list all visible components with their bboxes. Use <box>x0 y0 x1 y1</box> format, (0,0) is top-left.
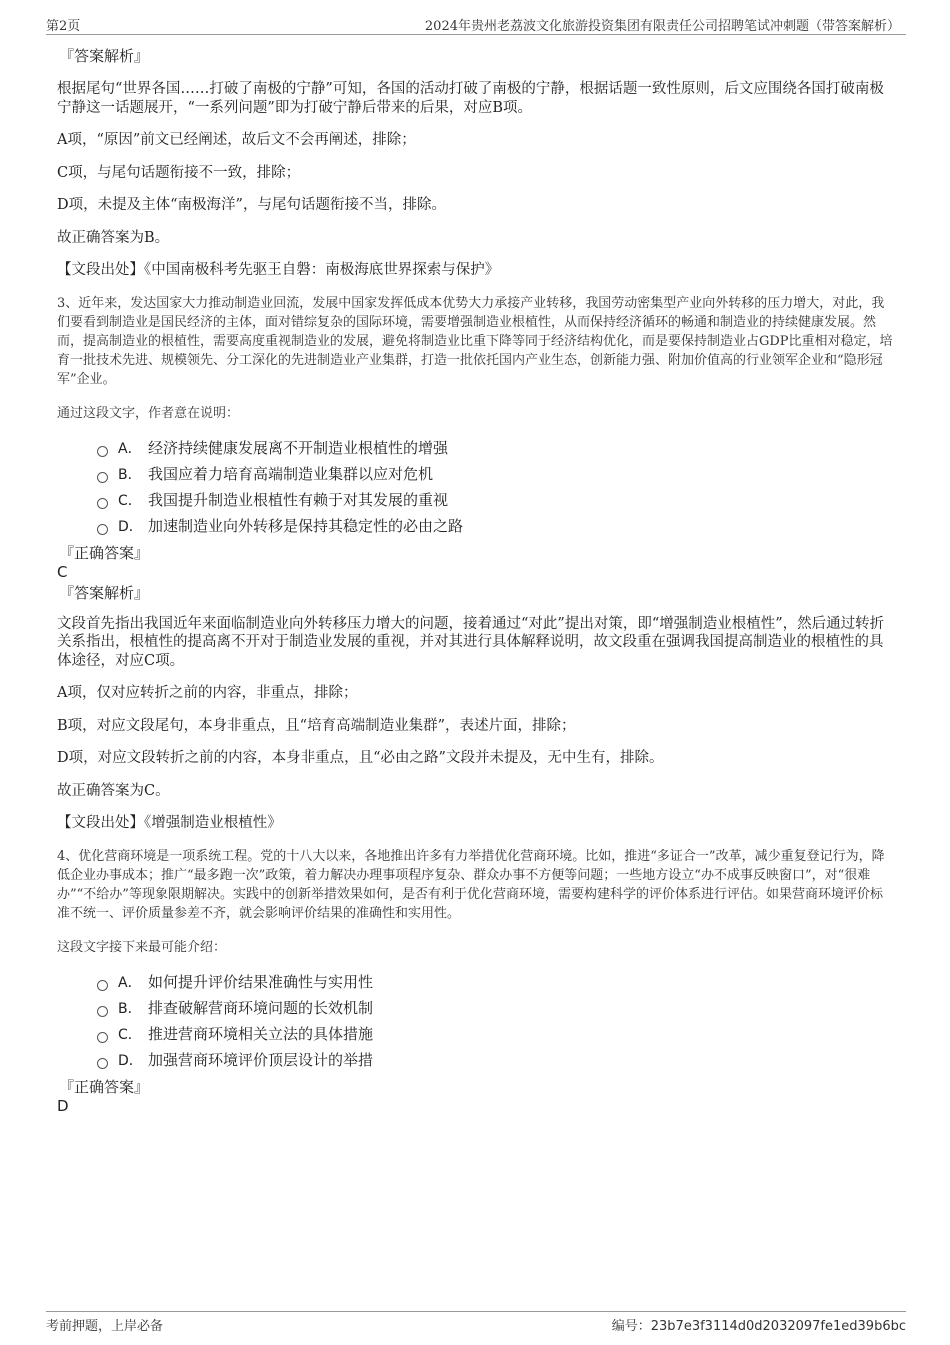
q3-prompt: 通过这段文字，作者意在说明： <box>57 405 240 421</box>
page-header <box>46 14 906 35</box>
q3-analysis-text: 文段首先指出我国近年来面临制造业向外转移压力增大的问题，接着通过“对此”提出对策，即“增强制造业根植性”，然后通过转折关系指出，根植性的提高离不开对于制造业发展的重视，并对其进行具体解释说明，故文段重在强调我国提高制造业的根植性的具体途径，对应C项。 <box>57 615 885 669</box>
q3-line-d: D项，对应文段转折之前的内容，本身非重点，且“必由之路”文段并未提及，无中生有，排除。 <box>57 750 664 766</box>
q4-answer: D <box>57 1096 69 1115</box>
q2-source: 【文段出处】《中国南极科考先驱王自磐：南极海底世界探索与保护》 <box>57 262 500 278</box>
q3-conclusion: 故正确答案为C。 <box>57 782 170 799</box>
footer-code <box>612 1315 906 1334</box>
footer-code-value: 23b7e3f3114d0d2032097fe1ed39b6bc <box>650 1319 906 1334</box>
q3-source: 【文段出处】《增强制造业根植性》 <box>57 815 282 831</box>
page-footer <box>46 1311 906 1332</box>
q2-line-d: D项，未提及主体“南极海洋”，与尾句话题衔接不当，排除。 <box>57 197 446 213</box>
q3-line-a: A项，仅对应转折之前的内容，非重点，排除； <box>57 685 358 701</box>
document-title: 2024年贵州老荔波文化旅游投资集团有限责任公司招聘笔试冲刺题（带答案解析） <box>424 19 900 34</box>
radio-icon[interactable] <box>97 498 108 509</box>
radio-icon[interactable] <box>97 446 108 457</box>
q4-question: 4、优化营商环境是一项系统工程。党的十八大以来，各地推出许多有力举措优化营商环境。比如，推进“多证合一”改革，减少重复登记行为，降低企业办事成本；推广“最多跑一次”政策，着力解决办理事项程序复杂、群众办事不方便等问题；一些地方设立“办不成事反映窗口”，对“很难办”“不给办”等现象限期解决。实践中的创新举措效果如何，是否有利于优化营商环境，需要构建科学的评价体系进行评估。如果营商环境评价标准不统一、评价质量参差不齐，就会影响评价结果的准确性和实用性。 <box>57 848 885 921</box>
q2-line-a: A项，“原因”前文已经阐述，故后文不会再阐述，排除； <box>57 132 416 148</box>
q4-options <box>57 969 893 1073</box>
q2-analysis-text: 根据尾句“世界各国……打破了南极的宁静”可知，各国的活动打破了南极的宁静，根据话题一致性原则，后文应围绕各国打破南极宁静这一话题展开，“一系列问题”即为打破宁静后带来的后果，对应B项。 <box>57 81 884 116</box>
q3-line-b: B项，对应文段尾句，本身非重点，且“培育高端制造业集群”，表述片面，排除； <box>57 717 576 734</box>
content <box>57 46 893 1115</box>
option-text: 经济持续健康发展离不开制造业根植性的增强 <box>148 439 449 457</box>
radio-icon[interactable] <box>97 524 108 535</box>
radio-icon[interactable] <box>97 1058 108 1069</box>
radio-icon[interactable] <box>97 980 108 991</box>
q3-option-b[interactable]: B． 我国应着力培育高端制造业集群以应对危机 <box>57 461 893 487</box>
radio-icon[interactable] <box>97 472 108 483</box>
q4-option-d[interactable]: D． 加强营商环境评价顶层设计的举措 <box>57 1047 893 1073</box>
q4-option-c[interactable]: C． 推进营商环境相关立法的具体措施 <box>57 1021 893 1047</box>
footer-code-label: 编号： <box>611 1319 651 1334</box>
page-number: 第2页 <box>46 19 81 34</box>
q3-answer-label: 『正确答案』 <box>59 543 150 562</box>
q3-option-a[interactable]: A． 经济持续健康发展离不开制造业根植性的增强 <box>57 435 893 461</box>
q2-conclusion: 故正确答案为B。 <box>57 229 170 246</box>
option-text: 排查破解营商环境问题的长效机制 <box>148 999 374 1017</box>
footer-slogan: 考前押题，上岸必备 <box>46 1319 164 1334</box>
q3-option-d[interactable]: D． 加速制造业向外转移是保持其稳定性的必由之路 <box>57 513 893 539</box>
q3-analysis-label: 『答案解析』 <box>59 583 150 602</box>
radio-icon[interactable] <box>97 1032 108 1043</box>
q3-answer: C <box>57 562 68 581</box>
q2-line-c: C项，与尾句话题衔接不一致，排除； <box>57 164 301 181</box>
option-text: 加强营商环境评价顶层设计的举措 <box>148 1051 374 1069</box>
option-text: 如何提升评价结果准确性与实用性 <box>148 973 374 991</box>
q3-options <box>57 435 893 539</box>
option-text: 我国应着力培育高端制造业集群以应对危机 <box>148 465 434 483</box>
radio-icon[interactable] <box>97 1006 108 1017</box>
option-text: 加速制造业向外转移是保持其稳定性的必由之路 <box>148 517 464 535</box>
q2-analysis-label: 『答案解析』 <box>59 47 150 65</box>
q3-option-c[interactable]: C． 我国提升制造业根植性有赖于对其发展的重视 <box>57 487 893 513</box>
q4-prompt: 这段文字接下来最可能介绍： <box>57 939 227 955</box>
option-text: 我国提升制造业根植性有赖于对其发展的重视 <box>148 491 449 509</box>
q4-answer-label: 『正确答案』 <box>59 1077 150 1096</box>
q4-option-b[interactable]: B． 排查破解营商环境问题的长效机制 <box>57 995 893 1021</box>
q4-option-a[interactable]: A． 如何提升评价结果准确性与实用性 <box>57 969 893 995</box>
q3-question: 3、近年来，发达国家大力推动制造业回流，发展中国家发挥低成本优势大力承接产业转移，我国劳动密集型产业向外转移的压力增大，对此，我们要看到制造业是国民经济的主体，面对错综复杂的国际环境，需要增强制造业根植性，从而保持经济循环的畅通和制造业的持续健康发展。然而，提高制造业的根植性，需要高度重视制造业的发展，避免将制造业比重下降等同于经济结构优化，而是要保持制造业占GDP比重相对稳定，培育一批技术先进、规模领先、分工深化的先进制造业产业集群，打造一批依托国内产业生态，创新能力强、附加价值高的行业领军企业和“隐形冠军”企业。 <box>57 295 893 387</box>
option-text: 推进营商环境相关立法的具体措施 <box>148 1025 374 1043</box>
